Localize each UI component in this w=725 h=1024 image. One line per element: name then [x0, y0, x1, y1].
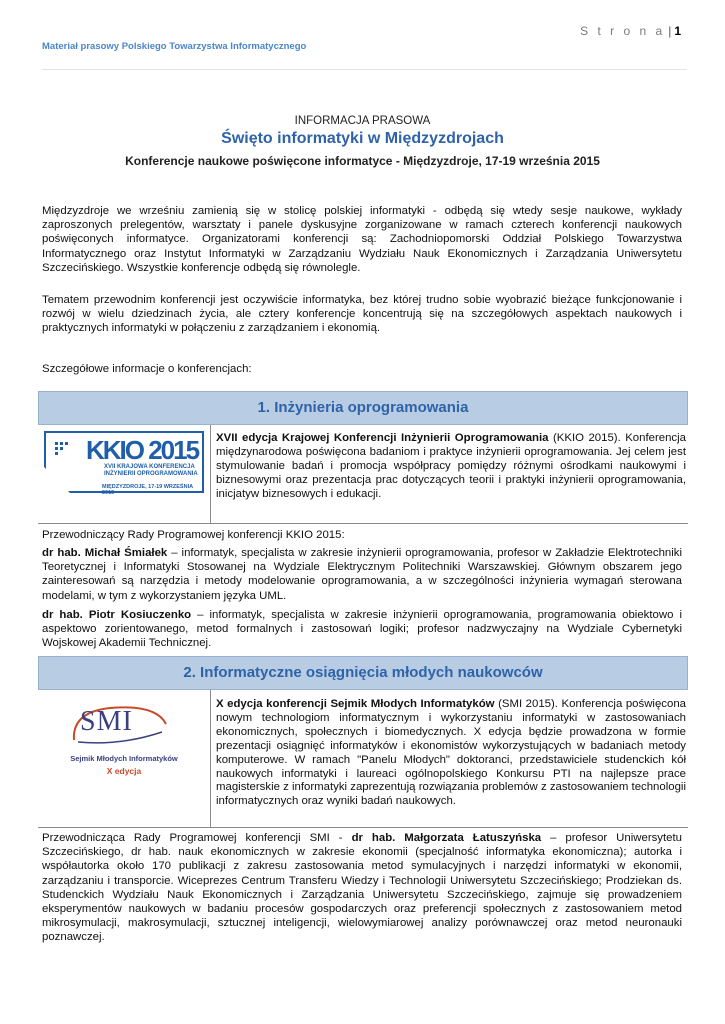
press-label: INFORMACJA PRASOWA	[294, 115, 431, 127]
conference-description-smi	[216, 698, 686, 809]
section-heading-software-engineering: 1. Inżynieria oprogramowania	[38, 391, 688, 425]
header-note: Materiał prasowy Polskiego Towarzystwa Informatycznego	[42, 41, 307, 52]
conference-name-smi: X edycja konferencji Sejmik Młodych Informatyków	[216, 698, 495, 710]
kkio-logo	[44, 431, 204, 496]
chair-intro-kkio: Przewodniczący Rady Programowej konferencji KKIO 2015:	[42, 529, 345, 541]
chair-text-kosiuczenko: – informatyk, specjalista w zakresie inżynierii oprogramowania, programowania obiektowo i aspektowo zorientowanego, metod formalnych i zastosowań logiki; profesor nadzwyczajny na Wydziale Cybernetyki Wojskowej Akademii Technicznej.	[42, 609, 682, 650]
chair-text-smialek: – informatyk, specjalista w zakresie inżynierii oprogramowania, profesor w Zakładzie Elektrotechniki Teoretycznej i Informatyki Stosowanej na Wydziale Elektrycznym Politechniki Warszawskiej. Głównym obszarem jego zainteresowań są narzędzia i metody modelowanie oprogramowania, a w szczególności inżynieria wymagań sterowana modelami, w tym z wykorzystaniem języka UML.	[42, 547, 683, 602]
kkio-logo-line1: XVII KRAJOWA KONFERENCJA	[104, 464, 195, 470]
logo-cell-smi	[38, 690, 211, 827]
kkio-dots-icon	[55, 442, 69, 454]
smi-logo	[58, 698, 188, 788]
logo-cell-kkio	[38, 425, 211, 523]
conference-block-smi	[38, 690, 688, 828]
conference-text-kkio: (KKIO 2015). Konferencja międzynarodowa poświęcona badaniom i praktyce inżynierii oprogramowania. Jej celem jest stymulowanie badań i promocja współpracy pomiędzy różnymi ośrodkami naukowymi i biznesowymi oraz prezentacja prac dotyczących teorii i praktyki inżynierii oprogramowania, inicjatyw biznesowych i edukacji.	[216, 432, 686, 500]
conference-name-kkio: XVII edycja Krajowej Konferencji Inżynierii Oprogramowania	[216, 432, 549, 444]
kkio-logo-name: KKIO 2015	[86, 435, 199, 465]
kkio-logo-line2: INŻYNIERII OPROGRAMOWANIA	[104, 471, 198, 477]
kkio-logo-date: MIĘDZYZDROJE, 17-19 WRZEŚNIA 2015	[102, 484, 193, 496]
intro-paragraph-2: Tematem przewodnim konferencji jest oczywiście informatyka, bez której trudno sobie wyobrazić bieżące funkcjonowanie i rozwój w wielu dziedzinach życia, ale cztery konferencje koncentrują się na szczegółowych aspektach naukowych i praktycznych informatyki w połączeniu z zarządzaniem i ekonomią.	[42, 294, 682, 335]
section-heading-young-scientists: 2. Informatyczne osiągnięcia młodych naukowców	[38, 656, 688, 690]
chair-bio-latuszynska	[42, 831, 682, 945]
kkio-logo-subtitle	[104, 464, 198, 478]
chair-text-latuszynska: – profesor Uniwersytetu Szczecińskiego, dr hab. nauk ekonomicznych w zakresie ekonomii (specjalność informatyka ekonomiczna); autorka i współautorka około 170 publikacji z zakresu zastosowania metod symulacyjnych i narzędzi informatyki w ekonomii, zarządzaniu i transporcie. Wiceprezes Centrum Transferu Wiedzy i Technologii Uniwersytetu Szczecińskiego; Prodziekan ds. Studenckich Wydziału Nauk Ekonomicznych i Zarządzania Uniwersytetu Szczecińskiego, zajmuje się prowadzeniem eksperymentów naukowych w badaniu procesów gospodarczych oraz preferencji społecznych z zastosowaniem metod mikrosymulacji, makrosymulacji, sztucznej inteligencji, wielowymiarowej analizy porównawczej oraz metod neuronauki poznawczej.	[42, 832, 682, 944]
page-number-value: 1	[674, 24, 681, 38]
chair-bio-kosiuczenko	[42, 608, 682, 651]
chair-name-kosiuczenko: dr hab. Piotr Kosiuczenko	[42, 609, 192, 621]
conference-description-kkio	[216, 432, 686, 502]
intro-paragraph-3: Szczegółowe informacje o konferencjach:	[42, 363, 252, 375]
chair-name-smialek: dr hab. Michał Śmiałek	[42, 547, 168, 559]
chair-name-latuszynska: dr hab. Małgorzata Łatuszyńska	[351, 832, 542, 844]
intro-paragraph-1: Międzyzdroje we wrześniu zamienią się w stolicę polskiej informatyki - odbędą się wtedy sesje naukowe, wykłady zaproszonych prelegentów, warsztaty i panele dyskusyjne zorganizowane w ramach czterech konferencji naukowych poświęconych informatyce. Organizatorami konferencji są: Zachodniopomorski Oddział Polskiego Towarzystwa Informatycznego oraz Instytut Informatyki w Zarządzaniu Wydziału Nauk Ekonomicznych i Zarządzania Uniwersytetu Szczecińskiego. Wszystkie konferencje odbędą się równolegle.	[42, 205, 682, 274]
page-number-separator: |	[668, 24, 672, 38]
smi-logo-edition: X edycja	[106, 766, 142, 776]
kkio-corner-notch	[44, 467, 70, 493]
header-divider	[42, 69, 687, 70]
press-header	[0, 115, 725, 168]
page-number	[580, 24, 681, 38]
smi-logo-name: SMI	[80, 706, 133, 737]
smi-logo-caption: Sejmik Młodych Informatyków	[70, 754, 178, 763]
conference-block-kkio	[38, 425, 688, 524]
chair-prefix-smi: Przewodnicząca Rady Programowej konferencji SMI -	[42, 832, 352, 844]
press-subtitle: Konferencje naukowe poświęcone informatyce - Międzyzdroje, 17-19 września 2015	[125, 154, 600, 168]
conference-text-smi: (SMI 2015). Konferencja poświęcona nowym technologiom informatycznym i wykorzystaniu informatyki w zastosowaniach ekonomicznych, społecznych i biomedycznych. X edycja będzie prowadzona w formie prezentacji osiągnięć informatyków i ekonomistów wykorzystujących w badaniach metody komputerowe. W ramach "Panelu Młodych" doktoranci, przedstawiciele studenckich kół naukowych informatyki i laureaci ogólnopolskiego Konkursu PTI na najlepsze prace magisterskie z informatyki zaprezentują rozwiązania problemów z zastosowaniem technologii informatycznych oraz wyniki badań naukowych.	[216, 698, 686, 808]
chair-bio-smialek	[42, 546, 682, 603]
page-number-label: S t r o n a	[580, 24, 666, 38]
press-title: Święto informatyki w Międzyzdrojach	[221, 130, 504, 147]
